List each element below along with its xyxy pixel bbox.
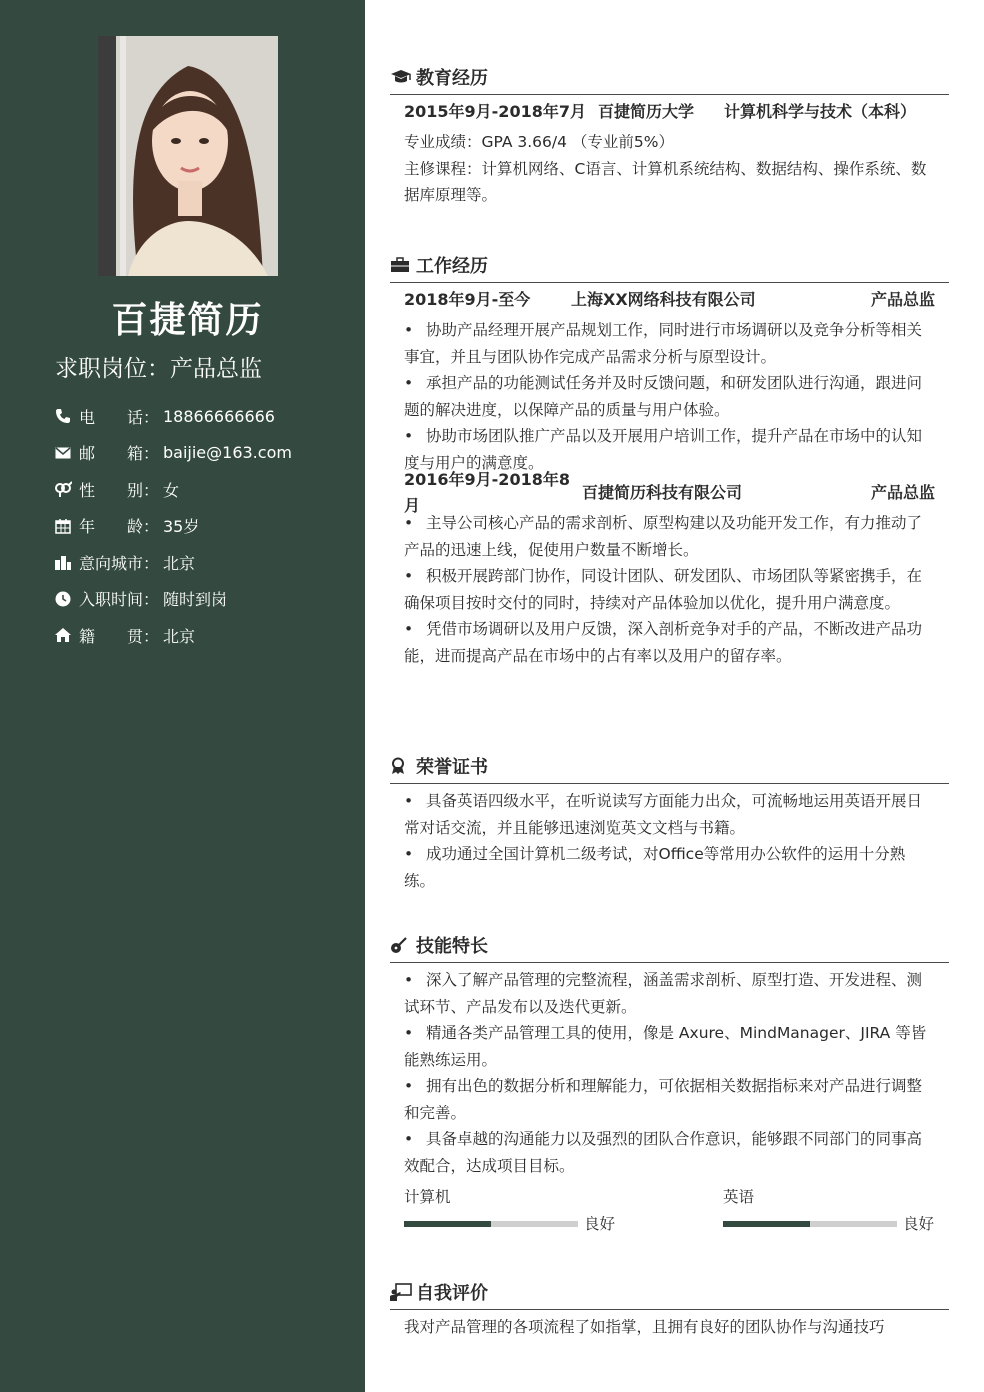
mail-icon <box>53 444 73 462</box>
section-title: 自我评价 <box>416 1283 488 1304</box>
section-body <box>390 283 949 669</box>
info-label: 入职时间： <box>79 590 160 610</box>
skill-levels <box>404 1183 935 1237</box>
list-item: • 协助市场团队推广产品以及开展用户培训工作，提升产品在市场中的认知度与用户的满意度。 <box>404 427 923 472</box>
skill-level: 良好 <box>584 1214 616 1233</box>
list-item-text: 具备卓越的沟通能力以及强烈的团队合作意识，能够跟不同部门的同事高效配合，达成项目目标。 <box>404 1130 923 1175</box>
skill-bar <box>404 1221 578 1227</box>
list-item: • 积极开展跨部门协作，同设计团队、研发团队、市场团队等紧密携手，在确保项目按时交付的同时，持续对产品体验加以优化，提升用户满意度。 <box>404 567 923 612</box>
section-body <box>390 963 949 1237</box>
list-item: • 精通各类产品管理工具的使用，像是 Axure、MindManager、JIRA 等皆能熟练运用。 <box>404 1024 927 1069</box>
award-icon <box>390 756 412 776</box>
candidate-name: 百捷简历 <box>111 300 264 341</box>
skill-name: 英语 <box>723 1188 755 1206</box>
list-item-text: 积极开展跨部门协作，同设计团队、研发团队、市场团队等紧密携手，在确保项目按时交付的同时，持续对产品体验加以优化，提升用户满意度。 <box>404 567 923 612</box>
list-item-text: 深入了解产品管理的完整流程，涵盖需求剖析、原型打造、开发进程、测试环节、产品发布以及迭代更新。 <box>404 971 923 1016</box>
info-label: 性 别： <box>79 480 160 500</box>
home-icon <box>53 626 73 644</box>
section-header <box>390 928 949 963</box>
info-label: 邮 箱： <box>79 444 160 464</box>
skill-bar-fill <box>723 1221 810 1227</box>
info-value: baijie@163.com <box>163 443 292 463</box>
profile-photo <box>98 36 278 276</box>
job-company: 百捷简历科技有限公司 <box>582 482 743 502</box>
section-title: 荣誉证书 <box>416 757 488 778</box>
section-self-eval <box>390 1275 949 1341</box>
calendar-icon <box>53 517 73 535</box>
job-header <box>404 283 935 317</box>
clock-icon <box>53 590 73 608</box>
list-item: • 承担产品的功能测试任务并及时反馈问题，和研发团队进行沟通，跟进问题的解决进度，以保障产品的质量与用户体验。 <box>404 374 923 419</box>
job-role: 产品总监 <box>870 482 935 502</box>
section-skills <box>390 928 949 1237</box>
job-period: 2018年9月-至今 <box>404 289 531 309</box>
info-label: 电 话： <box>79 407 160 427</box>
info-value: 35岁 <box>163 517 200 537</box>
education-period: 2015年9月-2018年7月 <box>404 101 586 121</box>
graduation-cap-icon <box>390 67 412 87</box>
education-line: 主修课程：计算机网络、C语言、计算机系统结构、数据结构、操作系统、数据库原理等。 <box>404 159 927 204</box>
job-header <box>404 469 935 515</box>
list-item-text: 成功通过全国计算机二级考试，对Office等常用办公软件的运用十分熟练。 <box>404 845 906 890</box>
guitar-icon <box>390 935 412 955</box>
list-item: • 成功通过全国计算机二级考试，对Office等常用办公软件的运用十分熟练。 <box>404 845 906 890</box>
section-body <box>390 95 949 209</box>
section-work <box>390 248 949 669</box>
job-company: 上海XX网络科技有限公司 <box>571 289 756 309</box>
section-title: 工作经历 <box>416 256 488 277</box>
list-item: • 拥有出色的数据分析和理解能力，可依据相关数据指标来对产品进行调整和完善。 <box>404 1077 923 1122</box>
list-item: • 具备英语四级水平，在听说读写方面能力出众，可流畅地运用英语开展日常对话交流，并且能够迅速浏览英文文档与书籍。 <box>404 792 923 837</box>
info-row-email <box>53 435 292 472</box>
list-item: • 主导公司核心产品的需求剖析、原型构建以及功能开发工作，有力推动了产品的迅速上线，促使用户数量不断增长。 <box>404 514 923 559</box>
section-title: 教育经历 <box>416 68 488 89</box>
presenter-icon <box>390 1282 412 1302</box>
section-body <box>390 784 949 894</box>
gender-icon <box>53 480 73 498</box>
list-item-text: 精通各类产品管理工具的使用，像是 Axure、MindManager、JIRA 等皆能熟练运用。 <box>404 1024 927 1069</box>
info-row-hometown <box>53 617 292 654</box>
sidebar <box>0 0 365 1392</box>
section-header <box>390 749 949 784</box>
section-header <box>390 60 949 95</box>
info-row-start <box>53 581 292 618</box>
section-title: 技能特长 <box>416 936 488 957</box>
job-role: 产品总监 <box>870 289 935 309</box>
list-item-text: 协助产品经理开展产品规划工作，同时进行市场调研以及竞争分析等相关事宜，并且与团队协作完成产品需求分析与原型设计。 <box>404 321 923 366</box>
skill-level: 良好 <box>903 1214 935 1233</box>
info-row-age <box>53 508 292 545</box>
contact-info <box>53 398 292 654</box>
section-education <box>390 60 949 209</box>
info-value: 随时到岗 <box>163 590 228 610</box>
phone-icon <box>53 407 73 425</box>
education-line: 专业成绩：GPA 3.66/4 （专业前5%） <box>404 133 675 151</box>
skill-english <box>723 1183 935 1237</box>
section-header <box>390 1275 949 1310</box>
job-title: 求职岗位：产品总监 <box>55 356 262 382</box>
list-item-text: 凭借市场调研以及用户反馈，深入剖析竞争对手的产品，不断改进产品功能，进而提高产品在市场中的占有率以及用户的留存率。 <box>404 620 923 665</box>
list-item-text: 拥有出色的数据分析和理解能力，可依据相关数据指标来对产品进行调整和完善。 <box>404 1077 923 1122</box>
job-period: 2016年9月-2018年8月 <box>404 469 570 515</box>
section-body <box>390 1310 949 1341</box>
briefcase-icon <box>390 255 412 275</box>
info-row-gender <box>53 471 292 508</box>
list-item-text: 承担产品的功能测试任务并及时反馈问题，和研发团队进行沟通，跟进问题的解决进度，以保障产品的质量与用户体验。 <box>404 374 923 419</box>
info-value: 北京 <box>163 626 196 646</box>
city-icon <box>53 553 73 571</box>
section-header <box>390 248 949 283</box>
info-value: 北京 <box>163 553 196 573</box>
list-item-text: 具备英语四级水平，在听说读写方面能力出众，可流畅地运用英语开展日常对话交流，并且能够迅速浏览英文文档与书籍。 <box>404 792 923 837</box>
info-label: 籍 贯： <box>79 626 160 646</box>
list-item: • 协助产品经理开展产品规划工作，同时进行市场调研以及竞争分析等相关事宜，并且与团队协作完成产品需求分析与原型设计。 <box>404 321 923 366</box>
list-item: • 具备卓越的沟通能力以及强烈的团队合作意识，能够跟不同部门的同事高效配合，达成项目目标。 <box>404 1130 923 1175</box>
list-item: • 凭借市场调研以及用户反馈，深入剖析竞争对手的产品，不断改进产品功能，进而提高产品在市场中的占有率以及用户的留存率。 <box>404 620 923 665</box>
list-item-text: 主导公司核心产品的需求剖析、原型构建以及功能开发工作，有力推动了产品的迅速上线，促使用户数量不断增长。 <box>404 514 923 559</box>
info-value: 女 <box>163 480 180 500</box>
list-item-text: 协助市场团队推广产品以及开展用户培训工作，提升产品在市场中的认知度与用户的满意度。 <box>404 427 923 472</box>
education-header <box>404 95 935 129</box>
info-value: 18866666666 <box>163 406 275 426</box>
info-row-city <box>53 544 292 581</box>
skill-bar-fill <box>404 1221 491 1227</box>
skill-name: 计算机 <box>404 1188 451 1206</box>
education-major: 计算机科学与技术（本科） <box>724 101 917 121</box>
self-eval-text: 我对产品管理的各项流程了如指掌，且拥有良好的团队协作与沟通技巧 <box>404 1318 885 1336</box>
info-row-phone <box>53 398 292 435</box>
info-label: 年 龄： <box>79 517 160 537</box>
list-item: • 深入了解产品管理的完整流程，涵盖需求剖析、原型打造、开发进程、测试环节、产品发布以及迭代更新。 <box>404 971 923 1016</box>
section-honors <box>390 749 949 894</box>
skill-bar <box>723 1221 897 1227</box>
info-label: 意向城市： <box>79 553 160 573</box>
skill-computer <box>404 1183 616 1237</box>
education-school: 百捷简历大学 <box>598 101 695 121</box>
